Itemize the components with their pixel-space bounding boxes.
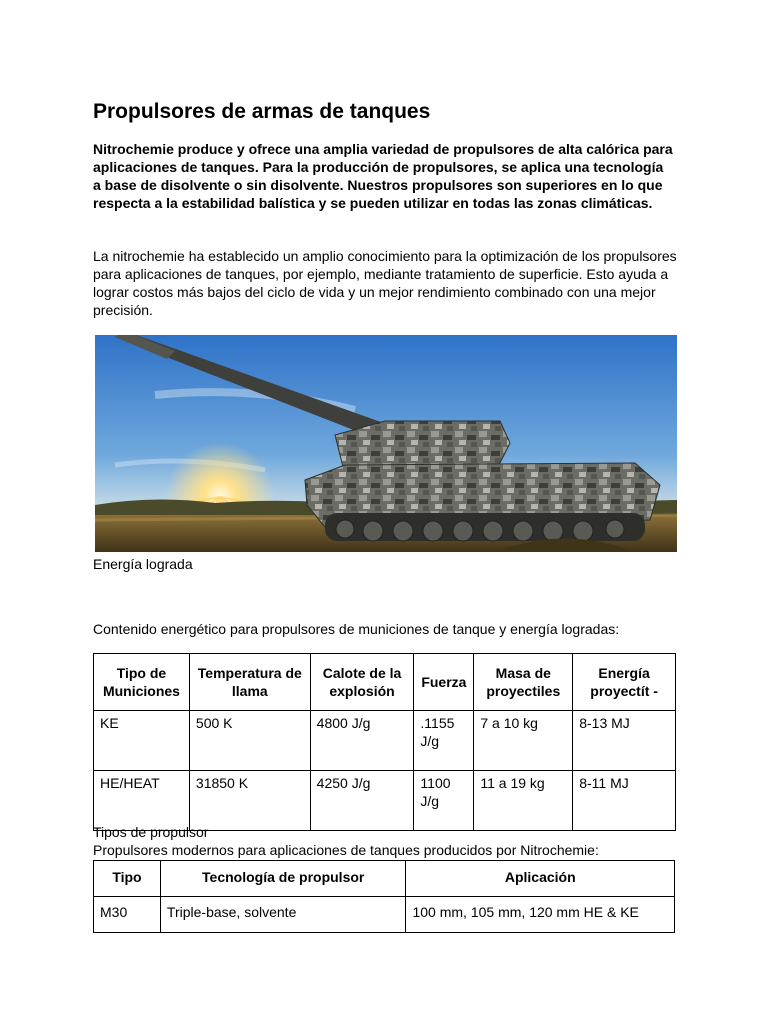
- column-header: Aplicación: [406, 861, 675, 897]
- table-cell: 7 a 10 kg: [474, 711, 573, 771]
- body-paragraph: La nitrochemie ha establecido un amplio conocimiento para la optimización de los propulsores para aplicaciones de tanques, por ejemplo, mediante tratamiento de superficie. Esto ayuda a lograr costos más bajos del ciclo de vida y un mejor rendimiento combinado con una mejor precisión.: [93, 248, 677, 318]
- tank-photo: [95, 335, 677, 552]
- table-cell: 31850 K: [189, 771, 310, 831]
- propellant-types-label: Tipos de propulsor: [93, 824, 209, 840]
- table-cell: 100 mm, 105 mm, 120 mm HE & KE: [406, 897, 675, 933]
- table-cell: HE/HEAT: [94, 771, 190, 831]
- column-header: Tipo: [94, 861, 161, 897]
- column-header: Energía proyectít -: [573, 654, 676, 711]
- column-header: Fuerza: [414, 654, 474, 711]
- table-header-row: [94, 654, 676, 711]
- table-cell: 8-13 MJ: [573, 711, 676, 771]
- table-cell: Triple-base, solvente: [160, 897, 406, 933]
- table-cell: 1100 J/g: [414, 771, 474, 831]
- energy-table-intro: Contenido energético para propulsores de municiones de tanque y energía logradas:: [93, 621, 620, 637]
- column-header: Tipo de Municiones: [94, 654, 190, 711]
- table-cell: M30: [94, 897, 161, 933]
- table-cell: 4800 J/g: [310, 711, 414, 771]
- table-cell: 11 a 19 kg: [474, 771, 573, 831]
- column-header: Calote de la explosión: [310, 654, 414, 711]
- table-row: [94, 711, 676, 771]
- image-caption: Energía lograda: [93, 556, 193, 572]
- table-cell: KE: [94, 711, 190, 771]
- tank-at-sunset-illustration: [95, 335, 677, 552]
- table-cell: 500 K: [189, 711, 310, 771]
- intro-paragraph: Nitrochemie produce y ofrece una amplia variedad de propulsores de alta calórica para aplicaciones de tanques. Para la producción de propulsores, se aplica una tecnología a base de disolvente o sin disolvente. Nuestros propulsores son superiores en lo que respecta a la estabilidad balística y se pueden utilizar en todas las zonas climáticas.: [93, 141, 673, 211]
- table-cell: .1155 J/g: [414, 711, 474, 771]
- column-header: Temperatura de llama: [189, 654, 310, 711]
- propellant-table: [93, 860, 675, 933]
- column-header: Masa de proyectiles: [474, 654, 573, 711]
- table-header-row: [94, 861, 675, 897]
- table-row: [94, 897, 675, 933]
- propellant-table-intro: Propulsores modernos para aplicaciones de tanques producidos por Nitrochemie:: [93, 842, 599, 858]
- table-cell: 8-11 MJ: [573, 771, 676, 831]
- table-cell: 4250 J/g: [310, 771, 414, 831]
- column-header: Tecnología de propulsor: [160, 861, 406, 897]
- page-title: Propulsores de armas de tanques: [93, 100, 431, 123]
- energy-table: [93, 653, 676, 831]
- table-row: [94, 771, 676, 831]
